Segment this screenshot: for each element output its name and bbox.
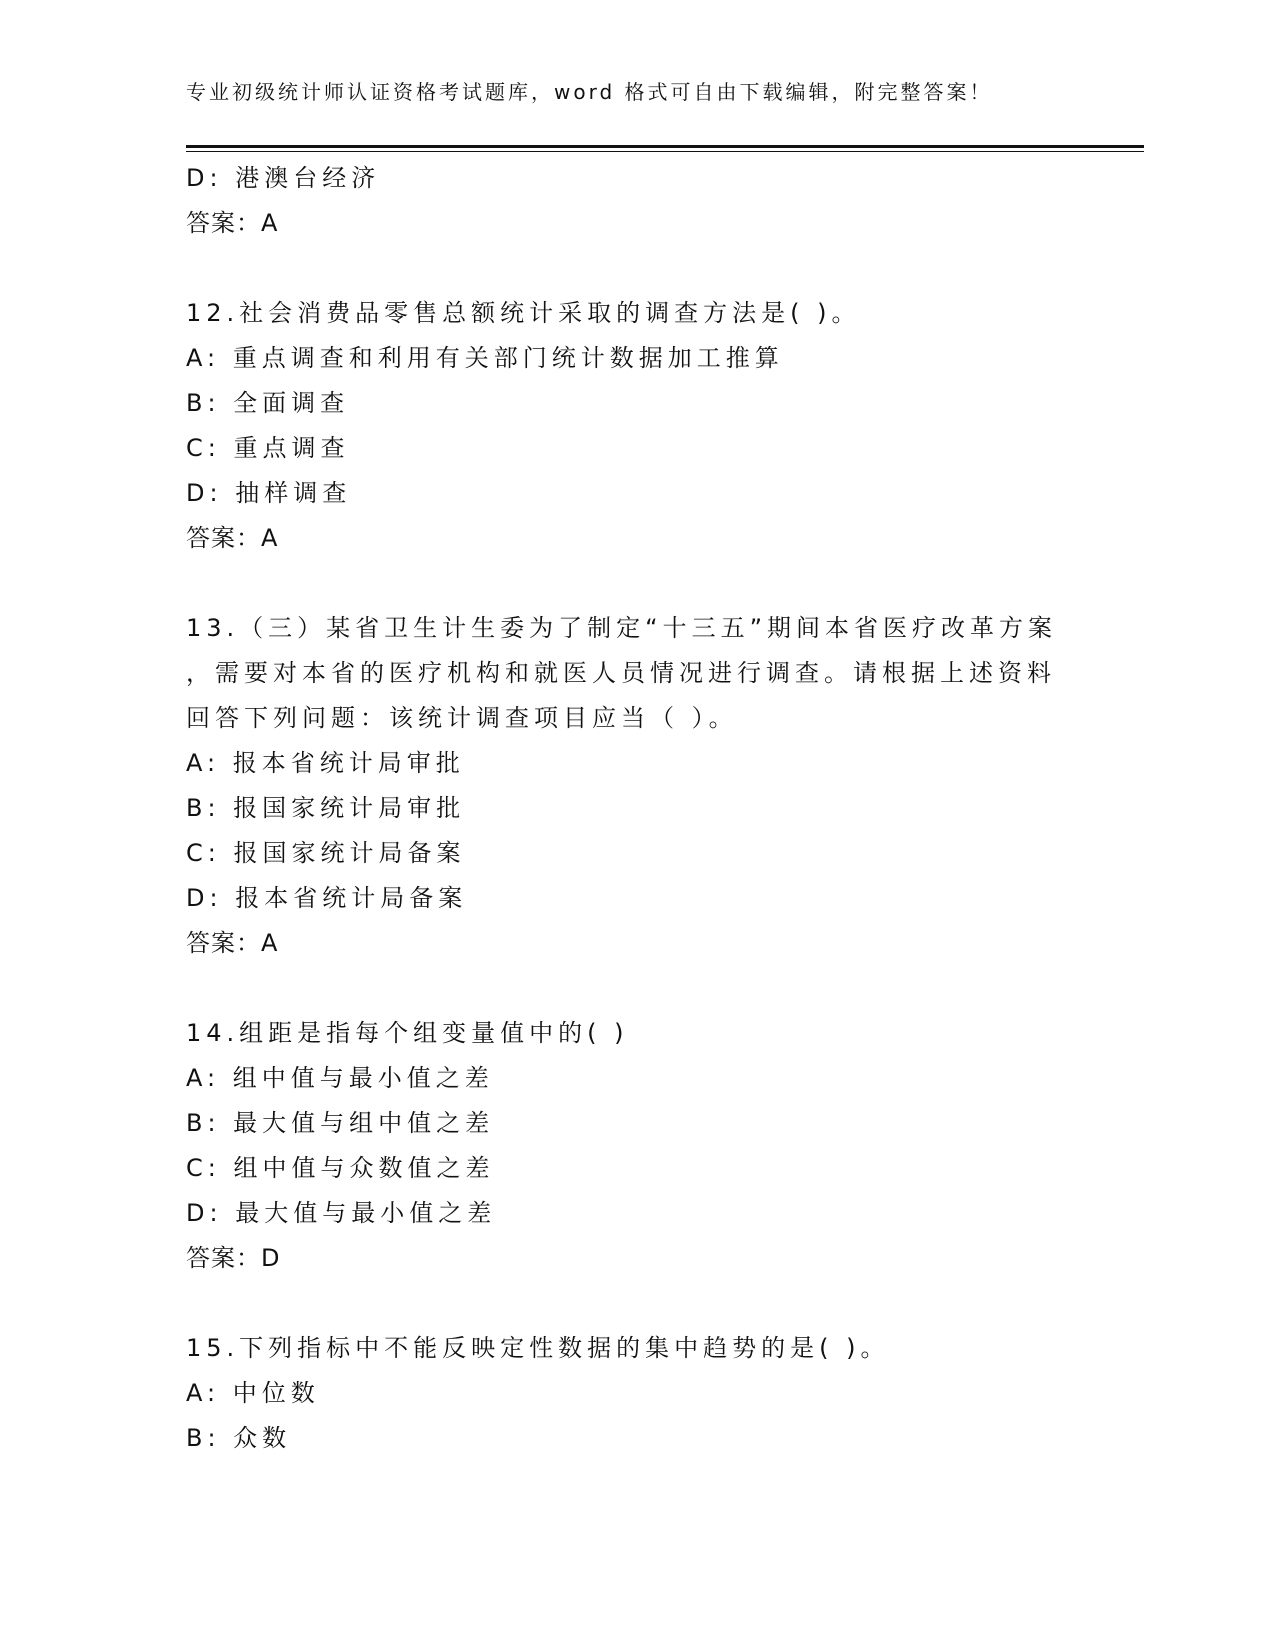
question-line: 15.下列指标中不能反映定性数据的集中趋势的是( )。 — [186, 1334, 890, 1362]
option-line: D: 报本省统计局备案 — [186, 884, 468, 912]
answer-line: 答案：D — [186, 1244, 281, 1272]
answer-line: 答案：A — [186, 209, 279, 237]
option-line: A: 报本省统计局审批 — [186, 749, 465, 777]
header-divider-thin — [186, 151, 1144, 152]
option-line: B: 报国家统计局审批 — [186, 794, 466, 822]
option-line: D: 最大值与最小值之差 — [186, 1199, 497, 1227]
question-line: 14.组距是指每个组变量值中的( ) — [186, 1019, 629, 1047]
option-line: B: 全面调查 — [186, 389, 350, 417]
option-line: C: 报国家统计局备案 — [186, 839, 466, 867]
answer-line: 答案：A — [186, 524, 279, 552]
option-line: A: 重点调查和利用有关部门统计数据加工推算 — [186, 344, 784, 372]
question-line: 回答下列问题：该统计调查项目应当（ ）。 — [186, 704, 738, 732]
option-line: D: 港澳台经济 — [186, 164, 381, 192]
header-divider-thick — [186, 145, 1144, 148]
question-line: ，需要对本省的医疗机构和就医人员情况进行调查。请根据上述资料 — [186, 659, 1056, 687]
question-line: 13.（三）某省卫生计生委为了制定“十三五”期间本省医疗改革方案 — [186, 614, 1058, 642]
answer-line: 答案：A — [186, 929, 279, 957]
option-line: B: 最大值与组中值之差 — [186, 1109, 495, 1137]
option-line: C: 重点调查 — [186, 434, 350, 462]
page-header: 专业初级统计师认证资格考试题库，word 格式可自由下载编辑，附完整答案！ — [186, 80, 993, 104]
option-line: D: 抽样调查 — [186, 479, 352, 507]
question-line: 12.社会消费品零售总额统计采取的调查方法是( )。 — [186, 299, 861, 327]
option-line: A: 中位数 — [186, 1379, 320, 1407]
option-line: A: 组中值与最小值之差 — [186, 1064, 494, 1092]
option-line: C: 组中值与众数值之差 — [186, 1154, 495, 1182]
option-line: B: 众数 — [186, 1424, 292, 1452]
